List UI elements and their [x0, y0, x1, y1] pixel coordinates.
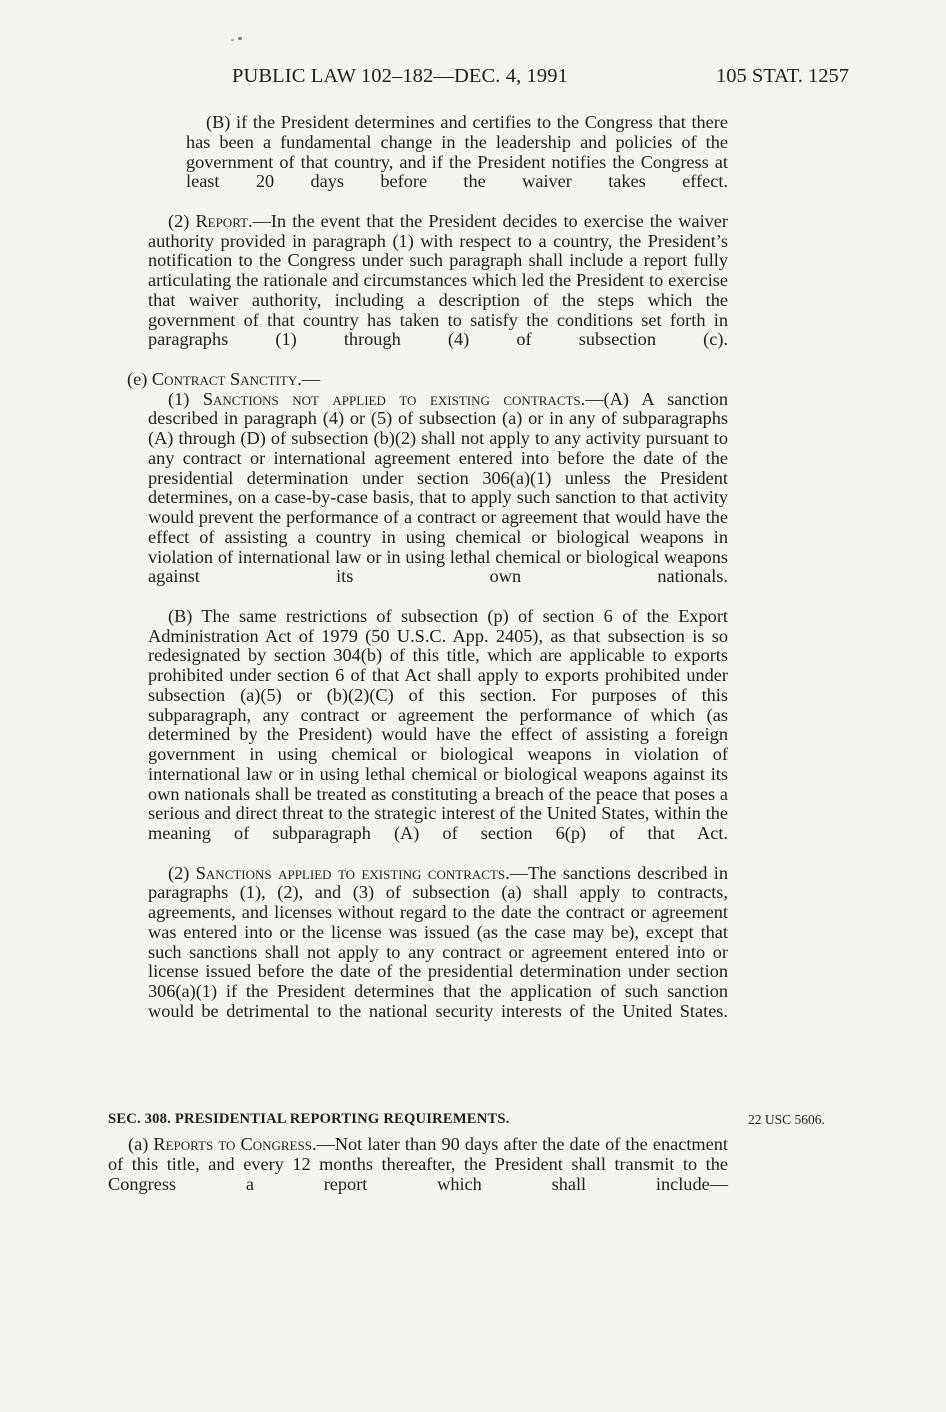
heading-dash: .— — [297, 368, 321, 389]
paragraph-text: .—Not later than 90 days after the date of the enactment of this title, and every 12 months thereafter, the President shall transmit to the Congress a report which shall include— — [108, 1134, 728, 1194]
paragraph-label: (a) — [128, 1134, 154, 1154]
paragraph-text: .—The sanctions described in paragraphs (1), (2), and (3) of subsection (a) shall apply to contracts, agreements, and licenses without regard to the date the contract or agreement was entered into or the license was issued (as the case may be), except that such sanctions shall not apply to any contract or agreement entered into or license issued before the date of the presidential determination under section 306(a)(1) if the President determines that the application of such sanction would be detrimental to the national security interests of the United States. — [148, 862, 728, 1021]
paragraph-e1 — [148, 390, 728, 607]
section-308-text — [108, 1135, 728, 1214]
paragraph-text: .—(A) A sanction described in paragraph (4) or (5) of subsection (a) or in any of subparagraphs (A) through (D) of subsection (b)(2) shall not apply to any activity pursuant to any contract or international agreement entered into before the date of the presidential determination under section 306(a)(1) unless the President determines, on a case-by-case basis, that to apply such sanction to that activity would prevent the performance of a contract or agreement that would have the effect of assisting a country in using chemical or biological weapons in violation of international law or in using lethal chemical or biological weapons against its own nationals. — [148, 388, 728, 587]
paragraph-heading: Reports to Congress — [153, 1134, 312, 1154]
stat-citation: 105 STAT. 1257 — [716, 65, 849, 87]
scan-speck — [231, 39, 234, 41]
paragraph-e1-b — [148, 607, 728, 864]
subsection-e-heading — [127, 370, 728, 390]
paragraph-text: .—In the event that the President decides to exercise the waiver authority provided in paragraph (1) with respect to a country, the President’s notification to the Congress under such paragraph shall include a report fully articulating the rationale and circumstances which led the President to exercise that waiver authority, including a description of the steps which the government of that country has taken to satisfy the conditions set forth in paragraphs (1) through (4) of subsection (c). — [148, 210, 728, 350]
paragraph-a-reports — [108, 1135, 728, 1214]
paragraph-2-report — [148, 212, 728, 370]
paragraph-heading: Sanctions applied to existing contracts — [195, 862, 506, 883]
page-header — [0, 65, 946, 95]
paragraph-b — [186, 113, 728, 212]
paragraph-label: (2) — [168, 862, 196, 883]
scan-speck — [238, 37, 242, 40]
margin-citation: 22 USC 5606. — [748, 1112, 825, 1127]
paragraph-heading: Contract Sanctity — [151, 368, 298, 389]
section-heading: SEC. 308. PRESIDENTIAL REPORTING REQUIREMENTS. — [108, 1111, 510, 1127]
paragraph-label: (e) — [127, 368, 152, 389]
paragraph-e2 — [148, 864, 728, 1042]
running-head: PUBLIC LAW 102–182—DEC. 4, 1991 — [232, 65, 568, 87]
paragraph-heading: Sanctions not applied to existing contracts — [202, 388, 581, 409]
paragraph-heading: Report — [195, 210, 249, 231]
paragraph-label: (1) — [168, 388, 203, 409]
paragraph-text: (B) if the President determines and certifies to the Congress that there has been a fundamental change in the leadership and policies of the government of that country, and if the President notifies the Congress at least 20 days before the waiver takes effect. — [186, 112, 728, 192]
paragraph-label: (2) — [168, 210, 196, 231]
paragraph-text: (B) The same restrictions of subsection (p) of section 6 of the Export Administration Act of 1979 (50 U.S.C. App. 2405), as that subsection is so redesignated by section 304(b) of this title, which are applicable to exports prohibited under section 6 of that Act shall apply to exports prohibited under subsection (a)(5) or (b)(2)(C) of this section. For purposes of this subparagraph, any contract or agreement the performance of which (as determined by the President) would have the effect of assisting a foreign government in using chemical or biological weapons in violation of international law or in using lethal chemical or biological weapons against its own nationals shall be treated as constituting a breach of the peace that poses a serious and direct threat to the strategic interest of the United States, within the meaning of subparagraph (A) of section 6(p) of that Act. — [148, 605, 728, 843]
body-text — [127, 112, 728, 1041]
